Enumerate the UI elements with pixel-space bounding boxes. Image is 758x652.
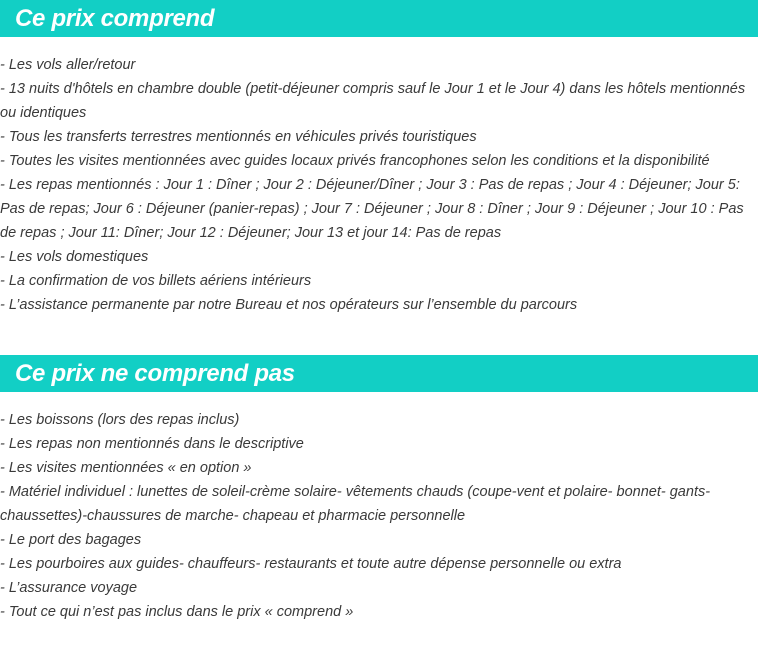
list-item: - Les vols domestiques	[0, 249, 149, 265]
list-item: - Toutes les visites mentionnées avec guides locaux privés francophones selon les conditions et la disponibilité	[0, 153, 710, 169]
included-header	[0, 0, 758, 37]
list-item: - L’assistance permanente par notre Bureau et nos opérateurs sur l’ensemble du parcours	[0, 297, 578, 313]
excluded-header	[0, 355, 758, 392]
list-item: - Les boissons (lors des repas inclus)	[0, 412, 240, 428]
list-item: - La confirmation de vos billets aériens intérieurs	[0, 273, 312, 289]
list-item: - 13 nuits d'hôtels en chambre double (petit-déjeuner compris sauf le Jour 1 et le Jour 4) dans les hôtels mentionnés ou identiques	[0, 81, 746, 121]
excluded-section	[0, 355, 758, 624]
included-section	[0, 0, 758, 317]
list-item: - Les vols aller/retour	[0, 57, 136, 73]
included-title: Ce prix comprend	[15, 4, 215, 32]
list-item: - Les repas mentionnés : Jour 1 : Dîner ; Jour 2 : Déjeuner/Dîner ; Jour 3 : Pas de repas ; Jour 4 : Déjeuner; Jour 5: Pas de repas; Jour 6 : Déjeuner (panier-repas) ; Jour 7 : Déjeuner ; Jour 8 : Dîner ; Jour 9 : Déjeuner ; Jour 10 : Pas de repas ; Jour 11: Dîner; Jour 12 : Déjeuner; Jour 13 et jour 14: Pas de repas	[0, 177, 744, 241]
list-item: - Les repas non mentionnés dans le descriptive	[0, 436, 304, 452]
included-list	[0, 53, 758, 317]
list-item: - Tout ce qui n’est pas inclus dans le prix « comprend »	[0, 604, 354, 620]
list-item: - Les visites mentionnées « en option »	[0, 460, 252, 476]
excluded-list	[0, 408, 758, 624]
list-item: - Les pourboires aux guides- chauffeurs- restaurants et toute autre dépense personnelle ou extra	[0, 556, 622, 572]
list-item: - Tous les transferts terrestres mentionnés en véhicules privés touristiques	[0, 129, 477, 145]
list-item: - Le port des bagages	[0, 532, 142, 548]
list-item: - L’assurance voyage	[0, 580, 138, 596]
excluded-title: Ce prix ne comprend pas	[15, 359, 295, 387]
list-item: - Matériel individuel : lunettes de soleil-crème solaire- vêtements chauds (coupe-vent et polaire- bonnet- gants- chaussettes)-chaussures de marche- chapeau et pharmacie personnelle	[0, 484, 711, 524]
